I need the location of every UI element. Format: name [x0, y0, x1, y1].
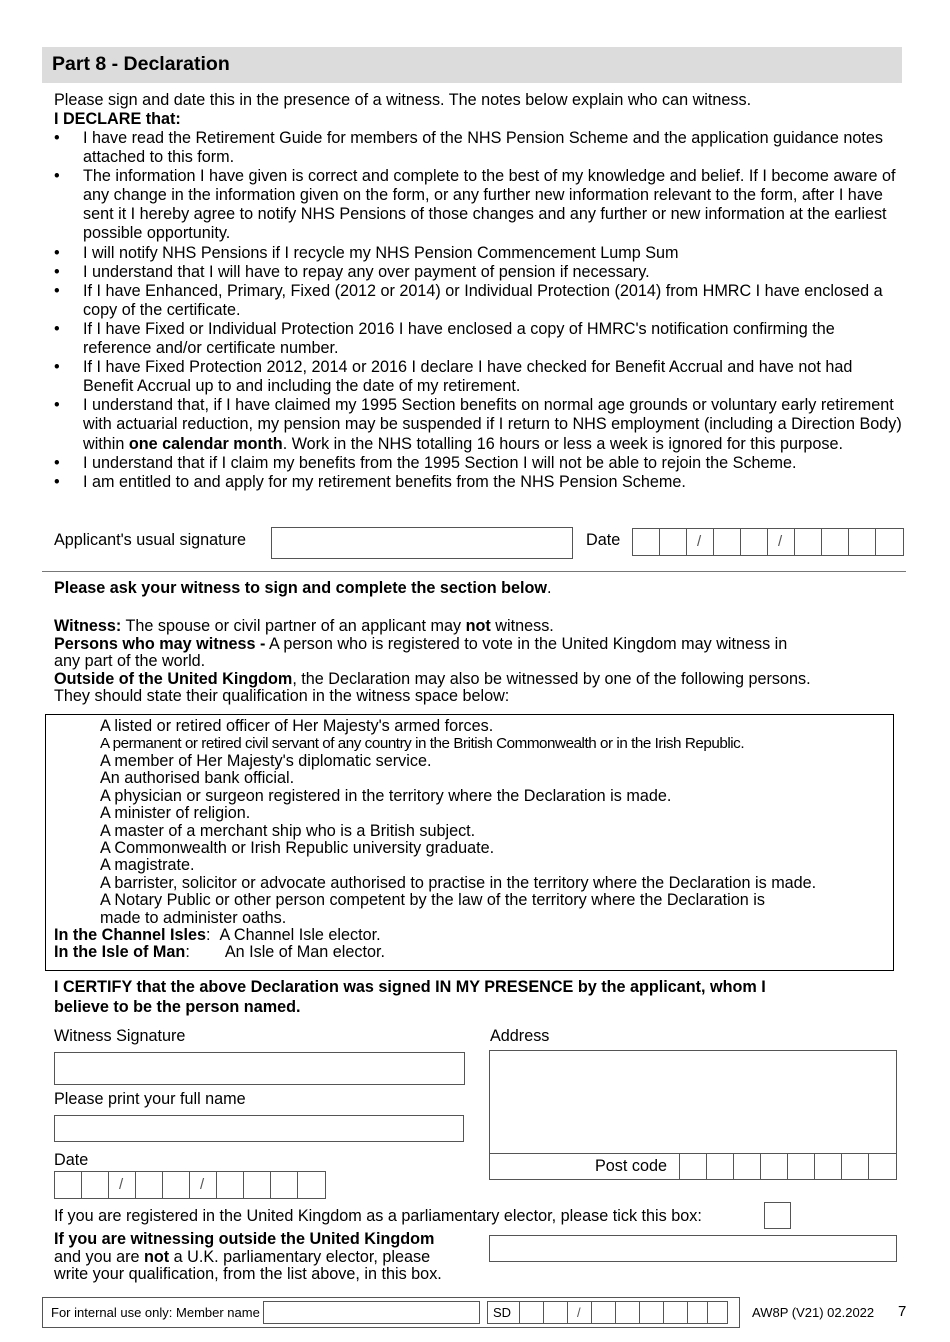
sd-date-box[interactable]: [707, 1301, 728, 1324]
witness-rule-outside: [54, 671, 811, 689]
outside-text-b: a U.K. parliamentary elector, please: [169, 1247, 431, 1266]
qualification-item: A minister of religion.: [100, 804, 251, 822]
channel-label: In the Channel Isles: [54, 926, 207, 944]
outside-uk-heading: If you are witnessing outside the United Kingdom: [54, 1230, 435, 1248]
isle-label: In the Isle of Man: [54, 943, 186, 961]
outside-uk-line-3: write your qualification, from the list above, in this box.: [54, 1265, 442, 1283]
date-separator: /: [200, 1176, 205, 1193]
declaration-item: • I am entitled to and apply for my retirement benefits from the NHS Pension Scheme.: [54, 473, 904, 492]
full-name-field[interactable]: [54, 1115, 464, 1142]
declaration-item: • If I have Enhanced, Primary, Fixed (2012 or 2014) or Individual Protection (2014) from HMRC I have enclosed a copy of the certificate.: [54, 282, 904, 320]
sd-separator: /: [577, 1305, 581, 1320]
declaration-item: • I have read the Retirement Guide for members of the NHS Pension Scheme and the application guidance notes attached to this form.: [54, 129, 904, 167]
date-digit-box[interactable]: [216, 1171, 244, 1199]
sd-separator-box: [567, 1301, 592, 1324]
postcode-char-box[interactable]: [760, 1153, 788, 1180]
outside-uk-instructions: [54, 1231, 442, 1284]
declaration-item: • I understand that I will have to repay any over payment of pension if necessary.: [54, 263, 904, 282]
date-digit-box[interactable]: [54, 1171, 82, 1199]
date-digit-box[interactable]: [81, 1171, 109, 1199]
qualification-item: A master of a merchant ship who is a British subject.: [100, 822, 476, 840]
sd-label-box: [487, 1301, 520, 1324]
sd-date-box[interactable]: [591, 1301, 616, 1324]
witness-ask-period: .: [546, 579, 552, 597]
declaration-text: I understand that, if I have claimed my 1995 Section benefits on normal age grounds or voluntary early retirement with actuarial reduction, my pension may be suspended if I return to NHS employment (including a Direction Body) within: [83, 396, 902, 453]
certify-line-2: believe to be the person named.: [54, 998, 301, 1016]
outside-not: not: [144, 1247, 170, 1266]
witness-ask: [54, 579, 551, 598]
qualification-item: A Commonwealth or Irish Republic university graduate.: [100, 839, 495, 857]
qualification-item: A permanent or retired civil servant of any country in the British Commonwealth or in the Irish Republic.: [100, 735, 745, 752]
declaration-emphasis: one calendar month: [128, 434, 283, 453]
date-digit-box[interactable]: [270, 1171, 298, 1199]
address-label: Address: [490, 1027, 550, 1045]
declaration-item: • If I have Fixed Protection 2012, 2014 or 2016 I declare I have checked for Benefit Accrual and have not had Benefit Accrual up to and including the date of my retirement.: [54, 358, 904, 396]
witness-rule-text: The spouse or civil partner of an applicant may: [121, 617, 466, 635]
applicant-signature-field[interactable]: [271, 527, 573, 559]
declaration-text: . Work in the NHS totalling 16 hours or less a week is ignored for this purpose.: [282, 434, 843, 453]
date-digit-box[interactable]: [162, 1171, 190, 1199]
witness-signature-label: Witness Signature: [54, 1027, 186, 1045]
date-separator: /: [119, 1176, 124, 1193]
postcode-char-box[interactable]: [814, 1153, 842, 1180]
declaration-item: • I understand that if I claim my benefits from the 1995 Section I will not be able to rejoin the Scheme.: [54, 454, 904, 473]
date-digit-box[interactable]: [243, 1171, 271, 1199]
witness-not: not: [465, 617, 491, 635]
sd-date-box[interactable]: [519, 1301, 544, 1324]
date-digit-box[interactable]: [740, 528, 768, 556]
applicant-signature-label: Applicant's usual signature: [54, 531, 247, 549]
page-number: 7: [898, 1303, 907, 1320]
isle-of-man-rule: [54, 943, 385, 961]
persons-text-2: any part of the world.: [54, 652, 206, 670]
address-field[interactable]: [489, 1050, 897, 1154]
date-separator-box: [189, 1171, 217, 1199]
witness-qualification-list: [45, 714, 894, 971]
date-digit-box[interactable]: [821, 528, 849, 556]
witness-ask-text: Please ask your witness to sign and complete the section below: [54, 579, 547, 597]
date-digit-box[interactable]: [875, 528, 904, 556]
date-digit-box[interactable]: [713, 528, 741, 556]
sd-date-box[interactable]: [639, 1301, 664, 1324]
isle-colon: :: [185, 943, 190, 961]
qualification-item: A member of Her Majesty's diplomatic service.: [100, 752, 432, 770]
outside-uk-line-2: [54, 1249, 442, 1267]
date-separator: /: [778, 533, 783, 550]
channel-text: A Channel Isle elector.: [219, 926, 381, 944]
postcode-char-box[interactable]: [787, 1153, 815, 1180]
sd-date-box[interactable]: [543, 1301, 568, 1324]
date-digit-box[interactable]: [135, 1171, 163, 1199]
declaration-item: • The information I have given is correct and complete to the best of my knowledge and belief. If I become aware of any change in the information given on the form, or any further new information relevant to the form, after I have sent it I hereby agree to notify NHS Pensions of those changes and any further or new information at the earliest possible opportunity.: [54, 167, 904, 243]
date-separator-box: [108, 1171, 136, 1199]
internal-use-label: For internal use only: Member name: [51, 1305, 260, 1320]
qualification-item: An authorised bank official.: [100, 769, 295, 787]
qualification-item: A magistrate.: [100, 856, 195, 874]
applicant-date-label: Date: [586, 531, 621, 549]
qualification-field[interactable]: [489, 1235, 897, 1262]
declare-heading: I DECLARE that:: [54, 110, 181, 128]
section-header: [42, 47, 902, 83]
date-digit-box[interactable]: [632, 528, 660, 556]
date-digit-box[interactable]: [848, 528, 876, 556]
witness-signature-field[interactable]: [54, 1052, 465, 1085]
postcode-char-box[interactable]: [868, 1153, 897, 1180]
section-divider: [42, 571, 906, 572]
date-separator-box: [767, 528, 795, 556]
channel-colon: :: [206, 926, 211, 944]
postcode-label: Post code: [595, 1157, 667, 1175]
sd-date-box[interactable]: [687, 1301, 708, 1324]
outside-text-2: They should state their qualification in the witness space below:: [54, 687, 510, 705]
qualification-item: made to administer oaths.: [100, 909, 287, 927]
form-code: AW8P (V21) 02.2022: [752, 1305, 875, 1320]
witness-rules: [54, 618, 811, 706]
declaration-item: • If I have Fixed or Individual Protection 2016 I have enclosed a copy of HMRC's notification confirming the reference and/or certificate number.: [54, 320, 904, 358]
member-name-field[interactable]: [263, 1301, 480, 1324]
elector-tick-box[interactable]: [764, 1202, 791, 1229]
date-digit-box[interactable]: [794, 528, 822, 556]
outside-text-a: and you are: [54, 1247, 144, 1266]
persons-text: A person who is registered to vote in the United Kingdom may witness in: [265, 634, 788, 653]
qualification-item: A physician or surgeon registered in the territory where the Declaration is made.: [100, 787, 672, 805]
witness-rule-spouse: [54, 618, 811, 636]
persons-label: Persons who may witness -: [54, 634, 266, 653]
witness-rule-persons: [54, 636, 811, 654]
section-title: Part 8 - Declaration: [52, 53, 230, 75]
outside-label: Outside of the United Kingdom: [54, 669, 293, 688]
declaration-list: [54, 129, 904, 492]
elector-text: If you are registered in the United Kingdom as a parliamentary elector, please tick this box:: [54, 1207, 702, 1225]
qualification-item: A barrister, solicitor or advocate authorised to practise in the territory where the Declaration is made.: [100, 874, 817, 892]
certify-line-1: I CERTIFY that the above Declaration was signed IN MY PRESENCE by the applicant, whom I: [54, 978, 766, 996]
witness-rule-text: witness.: [490, 617, 554, 635]
isle-text: An Isle of Man elector.: [224, 943, 385, 961]
declaration-item: • I will notify NHS Pensions if I recycle my NHS Pension Commencement Lump Sum: [54, 244, 904, 263]
postcode-char-box[interactable]: [841, 1153, 869, 1180]
sd-label: SD: [493, 1305, 512, 1320]
outside-text: , the Declaration may also be witnessed by one of the following persons.: [292, 669, 811, 688]
qualification-item: A Notary Public or other person competent by the law of the territory where the Declaration is: [100, 891, 765, 909]
full-name-label: Please print your full name: [54, 1090, 246, 1108]
sd-date-box[interactable]: [615, 1301, 640, 1324]
postcode-char-box[interactable]: [733, 1153, 761, 1180]
postcode-char-box[interactable]: [706, 1153, 734, 1180]
date-separator-box: [686, 528, 714, 556]
declaration-item: [54, 396, 904, 453]
date-digit-box[interactable]: [297, 1171, 326, 1199]
witness-date-label: Date: [54, 1151, 89, 1169]
postcode-char-box[interactable]: [679, 1153, 707, 1180]
date-digit-box[interactable]: [659, 528, 687, 556]
channel-isles-rule: [54, 926, 381, 944]
date-separator: /: [697, 533, 702, 550]
witness-label: Witness:: [54, 617, 122, 635]
intro-instruction: Please sign and date this in the presence of a witness. The notes below explain who can witness.: [54, 91, 752, 109]
qualification-item: A listed or retired officer of Her Majesty's armed forces.: [100, 717, 494, 735]
sd-date-box[interactable]: [663, 1301, 688, 1324]
